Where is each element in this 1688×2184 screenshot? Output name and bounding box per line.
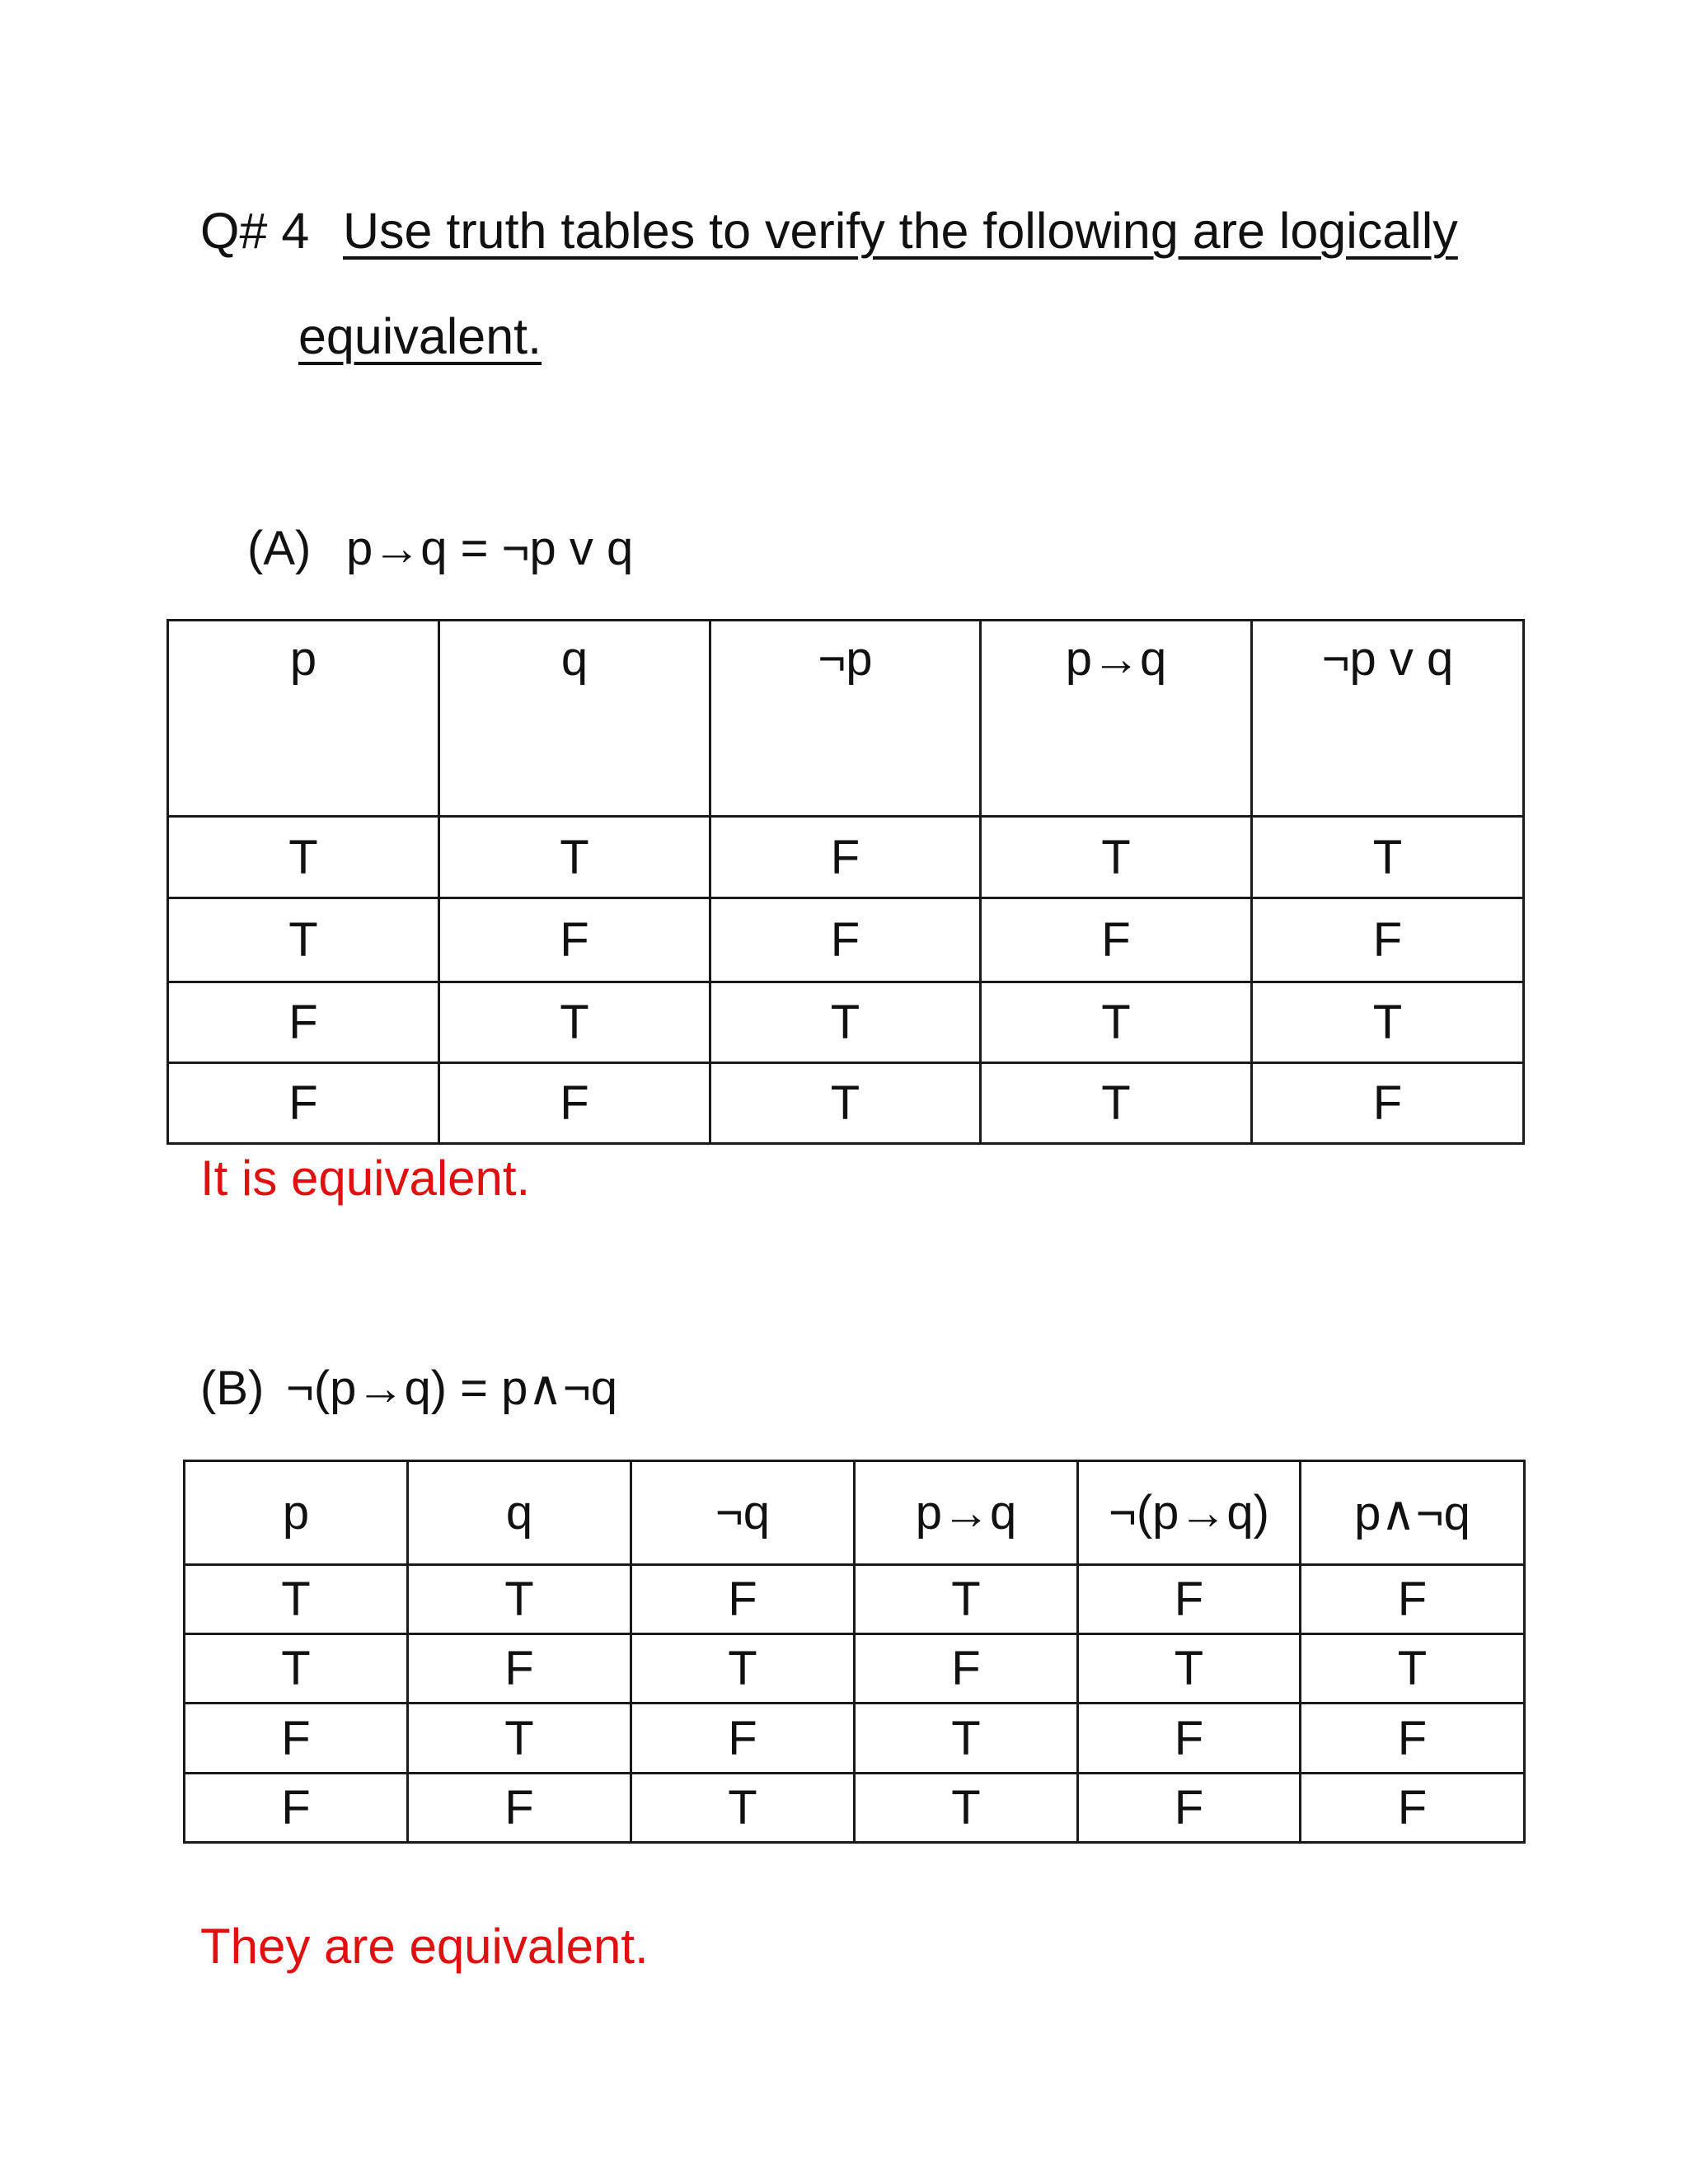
question-heading — [200, 203, 310, 259]
table-cell: F — [1301, 1565, 1525, 1634]
table-cell: F — [631, 1565, 855, 1634]
table-row — [185, 1565, 1525, 1634]
table-cell: F — [408, 1634, 631, 1704]
table-cell: F — [185, 1774, 408, 1843]
table-cell: T — [710, 982, 981, 1063]
table-cell: F — [981, 898, 1252, 982]
part-b-expression: ¬(p→q) = p∧¬q — [286, 1361, 617, 1415]
table-row — [185, 1634, 1525, 1704]
table-cell: T — [631, 1634, 855, 1704]
table-cell: F — [1078, 1704, 1301, 1774]
table-cell: T — [1252, 982, 1524, 1063]
table-cell: T — [168, 898, 439, 982]
table-cell: T — [855, 1565, 1078, 1634]
table-cell: F — [439, 1063, 710, 1144]
table-cell: F — [1078, 1774, 1301, 1843]
table-row — [185, 1704, 1525, 1774]
part-a-expression: p→q = ¬p v q — [346, 522, 634, 575]
table-header-cell: p→q — [855, 1461, 1078, 1565]
part-a-conclusion: It is equivalent. — [200, 1151, 531, 1206]
table-cell: T — [1078, 1634, 1301, 1704]
question-number: Q# 4 — [200, 203, 310, 259]
table-header-cell: p→q — [981, 621, 1252, 817]
table-cell: F — [168, 1063, 439, 1144]
table-cell: T — [408, 1565, 631, 1634]
table-row — [168, 1063, 1524, 1144]
truth-table-b — [183, 1460, 1526, 1844]
table-header-cell: q — [408, 1461, 631, 1565]
table-cell: T — [439, 817, 710, 898]
table-header-cell: ¬(p→q) — [1078, 1461, 1301, 1565]
table-cell: F — [710, 898, 981, 982]
table-cell: T — [855, 1774, 1078, 1843]
table-cell: T — [710, 1063, 981, 1144]
table-row — [185, 1774, 1525, 1843]
table-cell: F — [1301, 1704, 1525, 1774]
table-cell: T — [981, 817, 1252, 898]
table-cell: F — [439, 898, 710, 982]
table-cell: T — [168, 817, 439, 898]
part-a-label: (A) — [247, 522, 312, 575]
table-cell: F — [855, 1634, 1078, 1704]
table-header-cell: p — [185, 1461, 408, 1565]
table-cell: F — [185, 1704, 408, 1774]
table-header-cell: q — [439, 621, 710, 817]
question-text-line2: equivalent. — [298, 308, 542, 364]
table-header-cell: p — [168, 621, 439, 817]
table-header-row — [185, 1461, 1525, 1565]
question-text-line1: Use truth tables to verify the following are logically — [343, 203, 1458, 259]
table-cell: F — [1301, 1774, 1525, 1843]
part-b-conclusion: They are equivalent. — [200, 1919, 649, 1974]
table-cell: F — [1252, 1063, 1524, 1144]
table-header-cell: ¬p — [710, 621, 981, 817]
table-cell: T — [1252, 817, 1524, 898]
table-cell: F — [631, 1704, 855, 1774]
table-cell: F — [408, 1774, 631, 1843]
table-cell: T — [185, 1565, 408, 1634]
table-header-row — [168, 621, 1524, 817]
table-cell: T — [981, 982, 1252, 1063]
table-cell: T — [408, 1704, 631, 1774]
table-cell: F — [1252, 898, 1524, 982]
table-cell: F — [710, 817, 981, 898]
table-row — [168, 898, 1524, 982]
table-cell: T — [1301, 1634, 1525, 1704]
table-row — [168, 817, 1524, 898]
table-row — [168, 982, 1524, 1063]
table-header-cell: ¬q — [631, 1461, 855, 1565]
table-cell: T — [981, 1063, 1252, 1144]
truth-table-a — [166, 619, 1525, 1145]
table-header-cell: p∧¬q — [1301, 1461, 1525, 1565]
table-cell: F — [1078, 1565, 1301, 1634]
table-cell: F — [168, 982, 439, 1063]
table-cell: T — [631, 1774, 855, 1843]
table-header-cell: ¬p v q — [1252, 621, 1524, 817]
table-cell: T — [439, 982, 710, 1063]
table-cell: T — [855, 1704, 1078, 1774]
table-cell: T — [185, 1634, 408, 1704]
part-b-label: (B) — [200, 1361, 265, 1415]
